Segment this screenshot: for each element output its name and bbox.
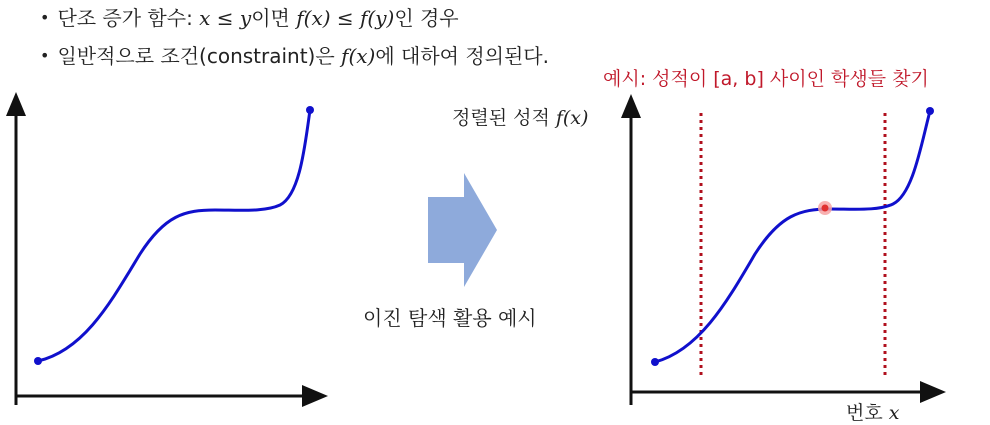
y-axis-label-text: 정렬된 성적: [452, 107, 556, 129]
x-axis-label-text: 번호: [846, 402, 889, 424]
transform-arrow: [428, 173, 497, 287]
bullet-dot: •: [40, 8, 50, 27]
left-plot: [6, 92, 328, 407]
monotonic-prefix: 단조 증가 함수:: [57, 6, 200, 30]
right-plot: [621, 94, 946, 405]
left-x-axis-arrowhead: [302, 385, 328, 407]
y-axis-label: [452, 103, 588, 130]
bullet-dot: •: [40, 46, 50, 65]
constraint-fx-math: f(x): [341, 44, 376, 68]
left-curve-start-point: [34, 357, 42, 365]
right-y-axis-arrowhead: [621, 94, 641, 118]
monotonic-result-math: f(x) ≤ f(y): [296, 6, 395, 30]
right-x-axis-arrowhead: [920, 381, 946, 403]
left-y-axis-arrowhead: [6, 92, 26, 116]
right-curve-end-point: [926, 107, 934, 115]
example-title: 예시: 성적이 [a, b] 사이인 학생들 찾기: [603, 68, 929, 90]
monotonic-suffix: 인 경우: [394, 6, 459, 30]
monotonic-condition-math: x ≤ y: [199, 6, 252, 30]
y-axis-label-math: f(x): [555, 107, 589, 129]
arrow-caption: 이진 탐색 활용 예시: [363, 306, 537, 330]
left-monotonic-curve: [38, 110, 310, 361]
right-curve-start-point: [651, 358, 659, 366]
right-sorted-curve: [655, 111, 930, 362]
cursor-highlight-dot: [822, 205, 829, 212]
x-axis-label: [846, 398, 899, 425]
x-axis-label-math: x: [888, 402, 900, 424]
constraint-prefix: 일반적으로 조건(constraint)은: [57, 44, 342, 68]
monotonic-mid: 이면: [251, 6, 297, 30]
left-curve-end-point: [306, 106, 314, 114]
constraint-suffix: 에 대하여 정의된다.: [375, 44, 549, 68]
